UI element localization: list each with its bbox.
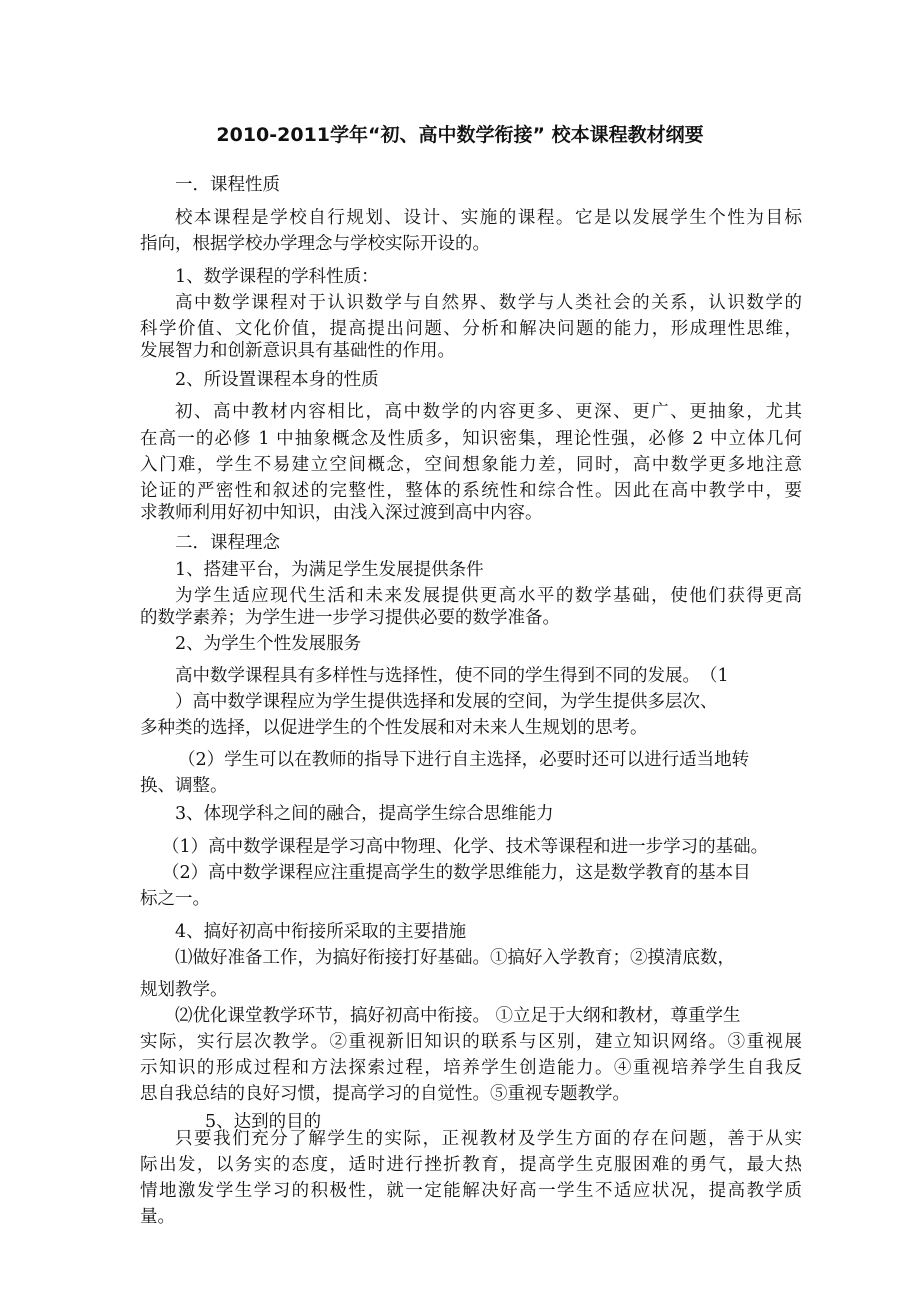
text-line: 1、数学课程的学科性质： — [175, 267, 379, 287]
text-line: 在高一的必修 1 中抽象概念及性质多，知识密集，理论性强，必修 2 中立体几何 — [140, 429, 802, 449]
text-line: 的数学素养；为学生进一步学习提供必要的数学准备。 — [140, 608, 560, 628]
text-line: 只要我们充分了解学生的实际，正视教材及学生方面的存在问题，善于从实 — [175, 1129, 802, 1149]
text-line: 高中数学课程对于认识数学与自然界、数学与人类社会的关系，认识数学的 — [175, 293, 802, 313]
text-line: 思自我总结的良好习惯，提高学习的自觉性。⑤重视专题教学。 — [140, 1084, 630, 1104]
text-line: 论证的严密性和叙述的完整性，整体的系统性和综合性。因此在高中教学中，要 — [140, 481, 802, 501]
text-line: 指向，根据学校办学理念与学校实际开设的。 — [140, 234, 490, 254]
text-line: 4、搞好初高中衔接所采取的主要措施 — [175, 922, 467, 942]
text-line: 多种类的选择，以促进学生的个性发展和对未来人生规划的思考。 — [140, 718, 648, 738]
text-line: 为学生适应现代生活和未来发展提供更高水平的数学基础，使他们获得更高 — [175, 586, 802, 606]
text-line: 一．课程性质 — [175, 175, 280, 195]
text-line: 校本课程是学校自行规划、设计、实施的课程。它是以发展学生个性为目标 — [175, 208, 802, 228]
text-line: 规划教学。 — [140, 980, 228, 1000]
text-line: ）高中数学课程应为学生提供选择和发展的空间，为学生提供多层次、 — [175, 692, 718, 712]
text-line: 量。 — [140, 1207, 175, 1227]
text-line: 发展智力和创新意识具有基础性的作用。 — [140, 341, 455, 361]
text-line: （1）高中数学课程是学习高中物理、化学、技术等课程和进一步学习的基础。 — [162, 837, 769, 857]
text-line: 换、调整。 — [140, 776, 228, 796]
text-line: 示知识的形成过程和方法探索过程，培养学生创造能力。④重视培养学生自我反 — [140, 1058, 802, 1078]
text-line: 初、高中教材内容相比，高中数学的内容更多、更深、更广、更抽象，尤其 — [175, 402, 802, 422]
text-line: 2、所设置课程本身的性质 — [175, 370, 379, 390]
text-line: ⑵优化课堂教学环节，搞好初高中衔接。 ①立足于大纲和教材，尊重学生 — [175, 1006, 741, 1026]
text-line: （2）学生可以在教师的指导下进行自主选择，必要时还可以进行适当地转 — [178, 750, 750, 770]
text-line: 实际，实行层次教学。②重视新旧知识的联系与区别，建立知识网络。③重视展 — [140, 1032, 802, 1052]
document-title: 2010-2011学年“初、高中数学衔接” 校本课程教材纲要 — [216, 124, 704, 146]
text-line: 1、搭建平台，为满足学生发展提供条件 — [175, 560, 484, 580]
text-line: 5、达到的目的 — [205, 1112, 322, 1132]
text-line: 二．课程理念 — [175, 533, 280, 553]
text-line: 3、体现学科之间的融合，提高学生综合思维能力 — [175, 804, 554, 824]
text-line: 2、为学生个性发展服务 — [175, 634, 362, 654]
text-line: 科学价值、文化价值，提高提出问题、分析和解决问题的能力，形成理性思维， — [140, 319, 802, 339]
text-line: 标之一。 — [140, 889, 210, 909]
text-line: 高中数学课程具有多样性与选择性，使不同的学生得到不同的发展。 （1 — [175, 666, 729, 686]
text-line: 求教师利用好初中知识，由浅入深过渡到高中内容。 — [140, 503, 543, 523]
text-line: ⑴做好准备工作，为搞好衔接打好基础。①搞好入学教育；②摸清底数， — [175, 948, 735, 968]
text-line: 情地激发学生学习的积极性，就一定能解决好高一学生不适应状况，提高教学质 — [140, 1181, 802, 1201]
text-line: （2）高中数学课程应注重提高学生的数学思维能力，这是数学教育的基本目 — [162, 863, 751, 883]
text-line: 际出发，以务实的态度，适时进行挫折教育，提高学生克服困难的勇气，最大热 — [140, 1155, 802, 1175]
text-line: 入门难，学生不易建立空间概念，空间想象能力差，同时，高中数学更多地注意 — [140, 455, 802, 475]
